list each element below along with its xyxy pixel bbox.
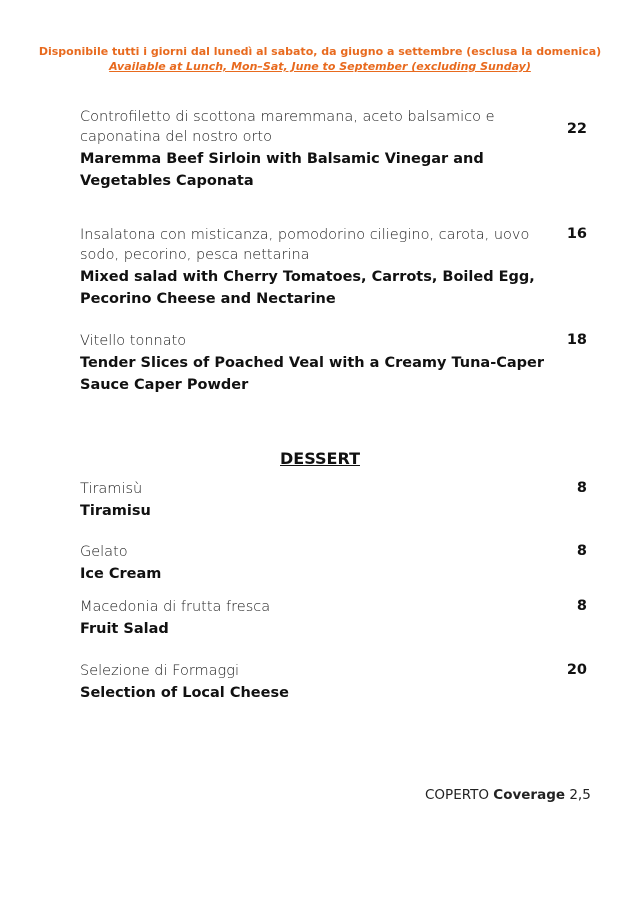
item-name-english: Tender Slices of Poached Veal with a Creamy Tuna-Caper Sauce Caper Powder xyxy=(80,355,545,393)
item-name-english: Ice Cream xyxy=(80,566,162,582)
availability-notice-english: Available at Lunch, Mon–Sat, June to September (excluding Sunday) xyxy=(109,60,531,73)
menu-item-sirloin xyxy=(80,107,620,192)
item-price: 8 xyxy=(576,480,587,496)
item-name-english: Mixed salad with Cherry Tomatoes, Carrots, Boiled Egg, Pecorino Cheese and Nectarine xyxy=(80,269,535,307)
menu-item-gelato xyxy=(80,542,620,585)
item-price: 8 xyxy=(576,543,587,559)
item-price: 8 xyxy=(576,598,587,614)
item-price: 18 xyxy=(566,332,587,348)
item-name-english: Tiramisu xyxy=(80,503,151,519)
item-name-italian: Insalatona con misticanza, pomodorino ciliegino, carota, uovo sodo, pecorino, pesca nettarina xyxy=(80,227,530,263)
item-name-english: Maremma Beef Sirloin with Balsamic Vinegar and Vegetables Caponata xyxy=(80,151,484,189)
item-price: 22 xyxy=(566,121,587,137)
item-name-italian: Tiramisù xyxy=(80,481,143,497)
item-price: 16 xyxy=(566,226,587,242)
section-title-dessert: DESSERT xyxy=(280,449,360,468)
item-name-italian: Gelato xyxy=(80,544,128,560)
menu-item-fruit-salad xyxy=(80,597,620,640)
item-name-italian: Selezione di Formaggi xyxy=(80,663,239,679)
menu-item-vitello-tonnato xyxy=(80,331,620,396)
cover-charge-value: 2,5 xyxy=(569,787,591,803)
item-price: 20 xyxy=(566,662,587,678)
cover-charge-label-italian: COPERTO xyxy=(425,787,489,803)
menu-item-salad xyxy=(80,225,620,310)
availability-notice-italian: Disponibile tutti i giorni dal lunedì al sabato, da giugno a settembre (esclusa la domenica) xyxy=(38,45,602,58)
item-name-english: Selection of Local Cheese xyxy=(80,685,289,701)
item-name-italian: Controfiletto di scottona maremmana, aceto balsamico e caponatina del nostro orto xyxy=(80,109,495,145)
cover-charge-label-english: Coverage xyxy=(493,787,566,803)
menu-item-tiramisu xyxy=(80,479,620,522)
item-name-italian: Vitello tonnato xyxy=(80,333,187,349)
item-name-english: Fruit Salad xyxy=(80,621,169,637)
cover-charge xyxy=(425,787,591,803)
item-name-italian: Macedonia di frutta fresca xyxy=(80,599,271,615)
menu-item-cheese xyxy=(80,661,620,704)
